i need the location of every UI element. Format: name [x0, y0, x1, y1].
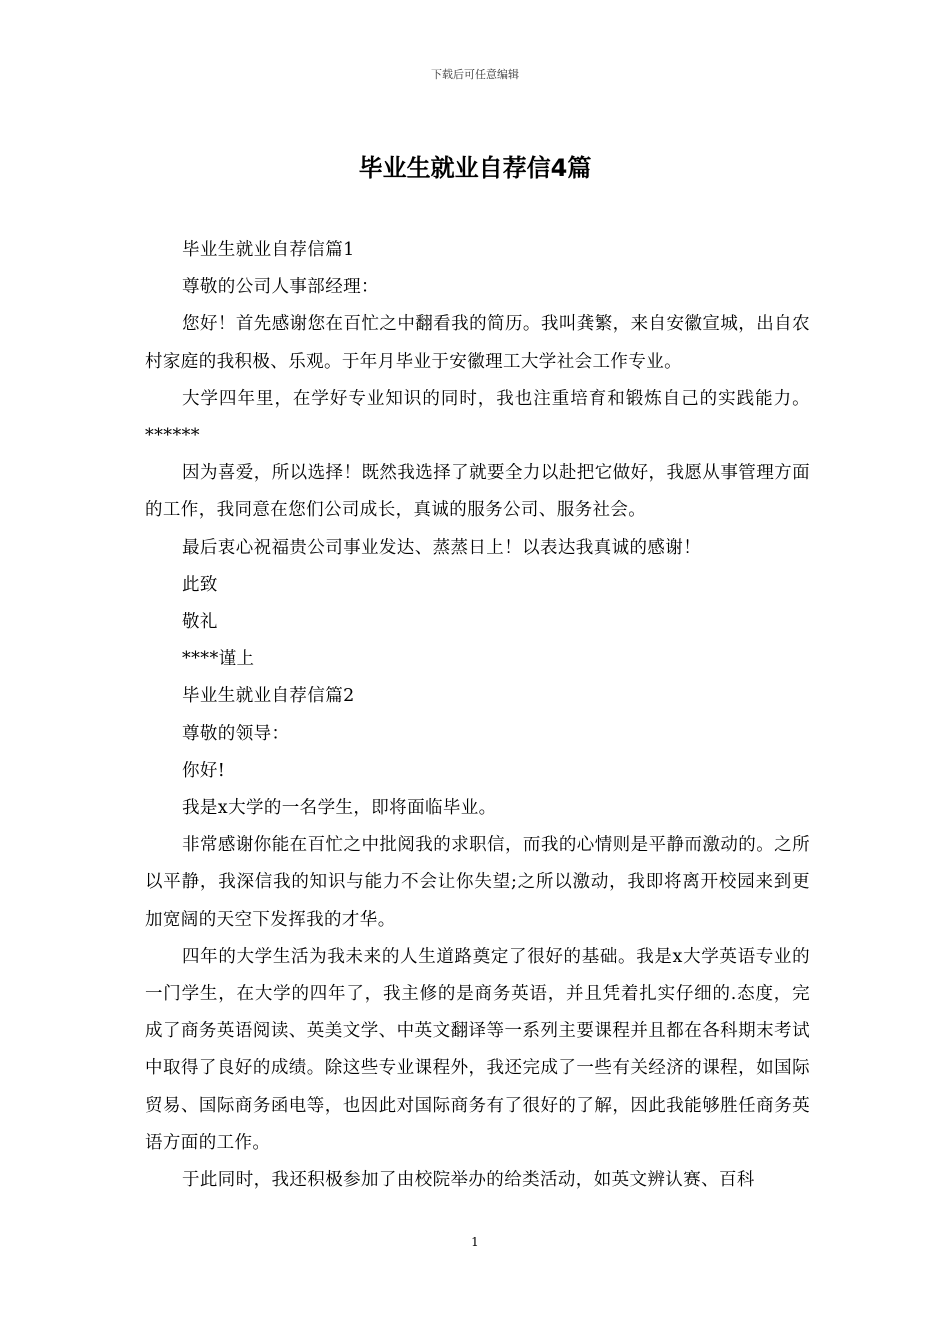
page-header-note: 下载后可任意编辑 [431, 68, 519, 81]
paragraph: 大学四年里，在学好专业知识的同时，我也注重培育和锻炼自己的实践能力。****** [145, 388, 810, 447]
paragraph: 因为喜爱，所以选择！既然我选择了就要全力以赴把它做好，我愿从事管理方面的工作，我同意在您们公司成长，真诚的服务公司、服务社会。 [145, 463, 810, 521]
paragraph: 四年的大学生活为我未来的人生道路奠定了很好的基础。我是x大学英语专业的一门学生，在大学的四年了，我主修的是商务英语，并且凭着扎实仔细的.态度，完成了商务英语阅读、英美文学、中英文翻译等一系列主要课程并且都在各科期末考试中取得了良好的成绩。除这些专业课程外，我还完成了一些有关经济的课程，如国际贸易、国际商务函电等，也因此对国际商务有了很好的了解，因此我能够胜任商务英语方面的工作。 [145, 946, 810, 1153]
paragraph: 我是x大学的一名学生，即将面临毕业。 [182, 798, 497, 819]
paragraph: 于此同时，我还积极参加了由校院举办的给类活动，如英文辨认赛、百科 [182, 1170, 755, 1191]
paragraph: 毕业生就业自荐信篇2 [182, 686, 355, 707]
paragraph: 尊敬的领导： [182, 723, 290, 744]
paragraph: ****谨上 [182, 649, 255, 670]
page-number: 1 [471, 1235, 479, 1249]
paragraph: 您好！首先感谢您在百忙之中翻看我的简历。我叫龚繁，来自安徽宣城，出自农村家庭的我积极、乐观。于年月毕业于安徽理工大学社会工作专业。 [145, 314, 810, 372]
paragraph: 你好! [182, 760, 226, 781]
paragraph: 此致 [182, 574, 218, 595]
paragraph: 非常感谢你能在百忙之中批阅我的求职信，而我的心情则是平静而激动的。之所以平静，我深信我的知识与能力不会让你失望;之所以激动，我即将离开校园来到更加宽阔的天空下发挥我的才华。 [145, 835, 810, 930]
document-title: 毕业生就业自荐信4篇 [358, 154, 592, 182]
paragraph: 尊敬的公司人事部经理： [182, 277, 379, 298]
paragraph: 最后衷心祝福贵公司事业发达、蒸蒸日上！以表达我真诚的感谢！ [182, 537, 702, 558]
paragraph: 毕业生就业自荐信篇1 [182, 240, 355, 260]
paragraph: 敬礼 [182, 612, 218, 633]
document-body [145, 232, 810, 1199]
